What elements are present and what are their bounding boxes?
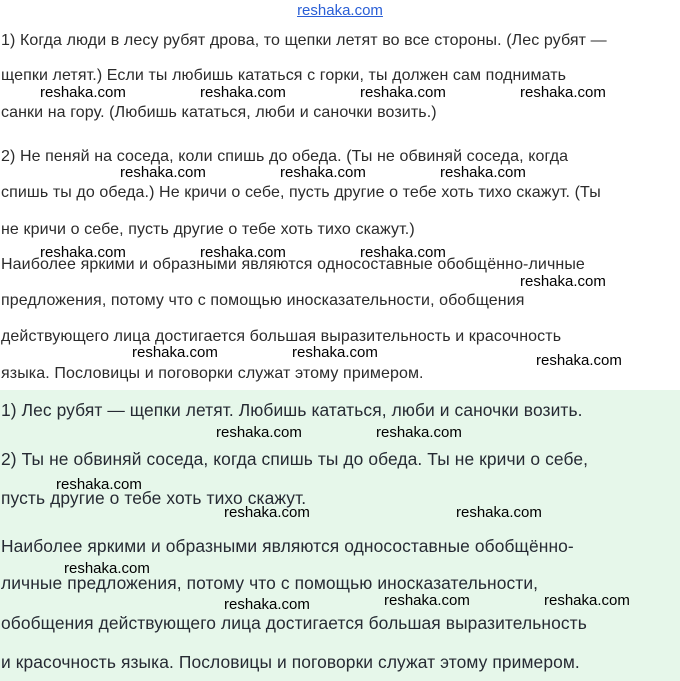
watermark: reshaka.com (200, 244, 286, 261)
watermark: reshaka.com (520, 84, 606, 101)
question-line-8: предложения, потому что с помощью иносказательности, обобщения (1, 292, 525, 309)
answer-line-4: Наиболее яркими и образными являются односоставные обобщённо- (1, 536, 574, 556)
watermark: reshaka.com (544, 592, 630, 609)
answer-line-7: и красочность языка. Пословицы и поговорки служат этому примером. (1, 652, 580, 672)
watermark: reshaka.com (520, 273, 606, 290)
question-line-4: 2) Не пеняй на соседа, коли спишь до обеда. (Ты не обвиняй соседа, когда (1, 148, 569, 165)
question-line-3: санки на гору. (Любишь кататься, люби и саночки возить.) (1, 104, 437, 121)
watermark: reshaka.com (536, 352, 622, 369)
question-line-5: спишь ты до обеда.) Не кричи о себе, пусть другие о тебе хоть тихо скажут. (Ты (1, 184, 601, 201)
watermark: reshaka.com (132, 344, 218, 361)
question-line-7: Наиболее яркими и образными являются односоставные обобщённо-личные (1, 256, 585, 273)
watermark: reshaka.com (280, 164, 366, 181)
question-line-6: не кричи о себе, пусть другие о тебе хоть тихо скажут.) (1, 221, 415, 238)
watermark: reshaka.com (292, 344, 378, 361)
question-line-2: щепки летят.) Если ты любишь кататься с горки, ты должен сам поднимать (1, 67, 567, 84)
answer-line-2: 2) Ты не обвиняй соседа, когда спишь ты до обеда. Ты не кричи о себе, (1, 449, 589, 469)
watermark: reshaka.com (384, 592, 470, 609)
watermark: reshaka.com (440, 164, 526, 181)
watermark: reshaka.com (200, 84, 286, 101)
answer-line-5: личные предложения, потому что с помощью иносказательности, (1, 573, 539, 593)
question-line-1: 1) Когда люди в лесу рубят дрова, то щепки летят во все стороны. (Лес рубят — (1, 32, 607, 49)
answer-line-1: 1) Лес рубят — щепки летят. Любишь кататься, люби и саночки возить. (1, 400, 583, 420)
watermark: reshaka.com (360, 244, 446, 261)
watermark: reshaka.com (120, 164, 206, 181)
watermark: reshaka.com (56, 476, 142, 493)
answer-line-6: обобщения действующего лица достигается большая выразительность (1, 613, 587, 633)
watermark: reshaka.com (64, 560, 150, 577)
watermark: reshaka.com (456, 504, 542, 521)
watermark: reshaka.com (40, 244, 126, 261)
answer-line-3: пусть другие о тебе хоть тихо скажут. (1, 488, 307, 508)
watermark: reshaka.com (40, 84, 126, 101)
watermark: reshaka.com (216, 424, 302, 441)
site-header-link[interactable]: reshaka.com (297, 2, 383, 19)
watermark: reshaka.com (224, 504, 310, 521)
question-line-9: действующего лица достигается большая выразительность и красочность (1, 328, 562, 345)
watermark: reshaka.com (360, 84, 446, 101)
question-line-10: языка. Пословицы и поговорки служат этому примером. (1, 365, 424, 382)
watermark: reshaka.com (376, 424, 462, 441)
watermark: reshaka.com (224, 596, 310, 613)
